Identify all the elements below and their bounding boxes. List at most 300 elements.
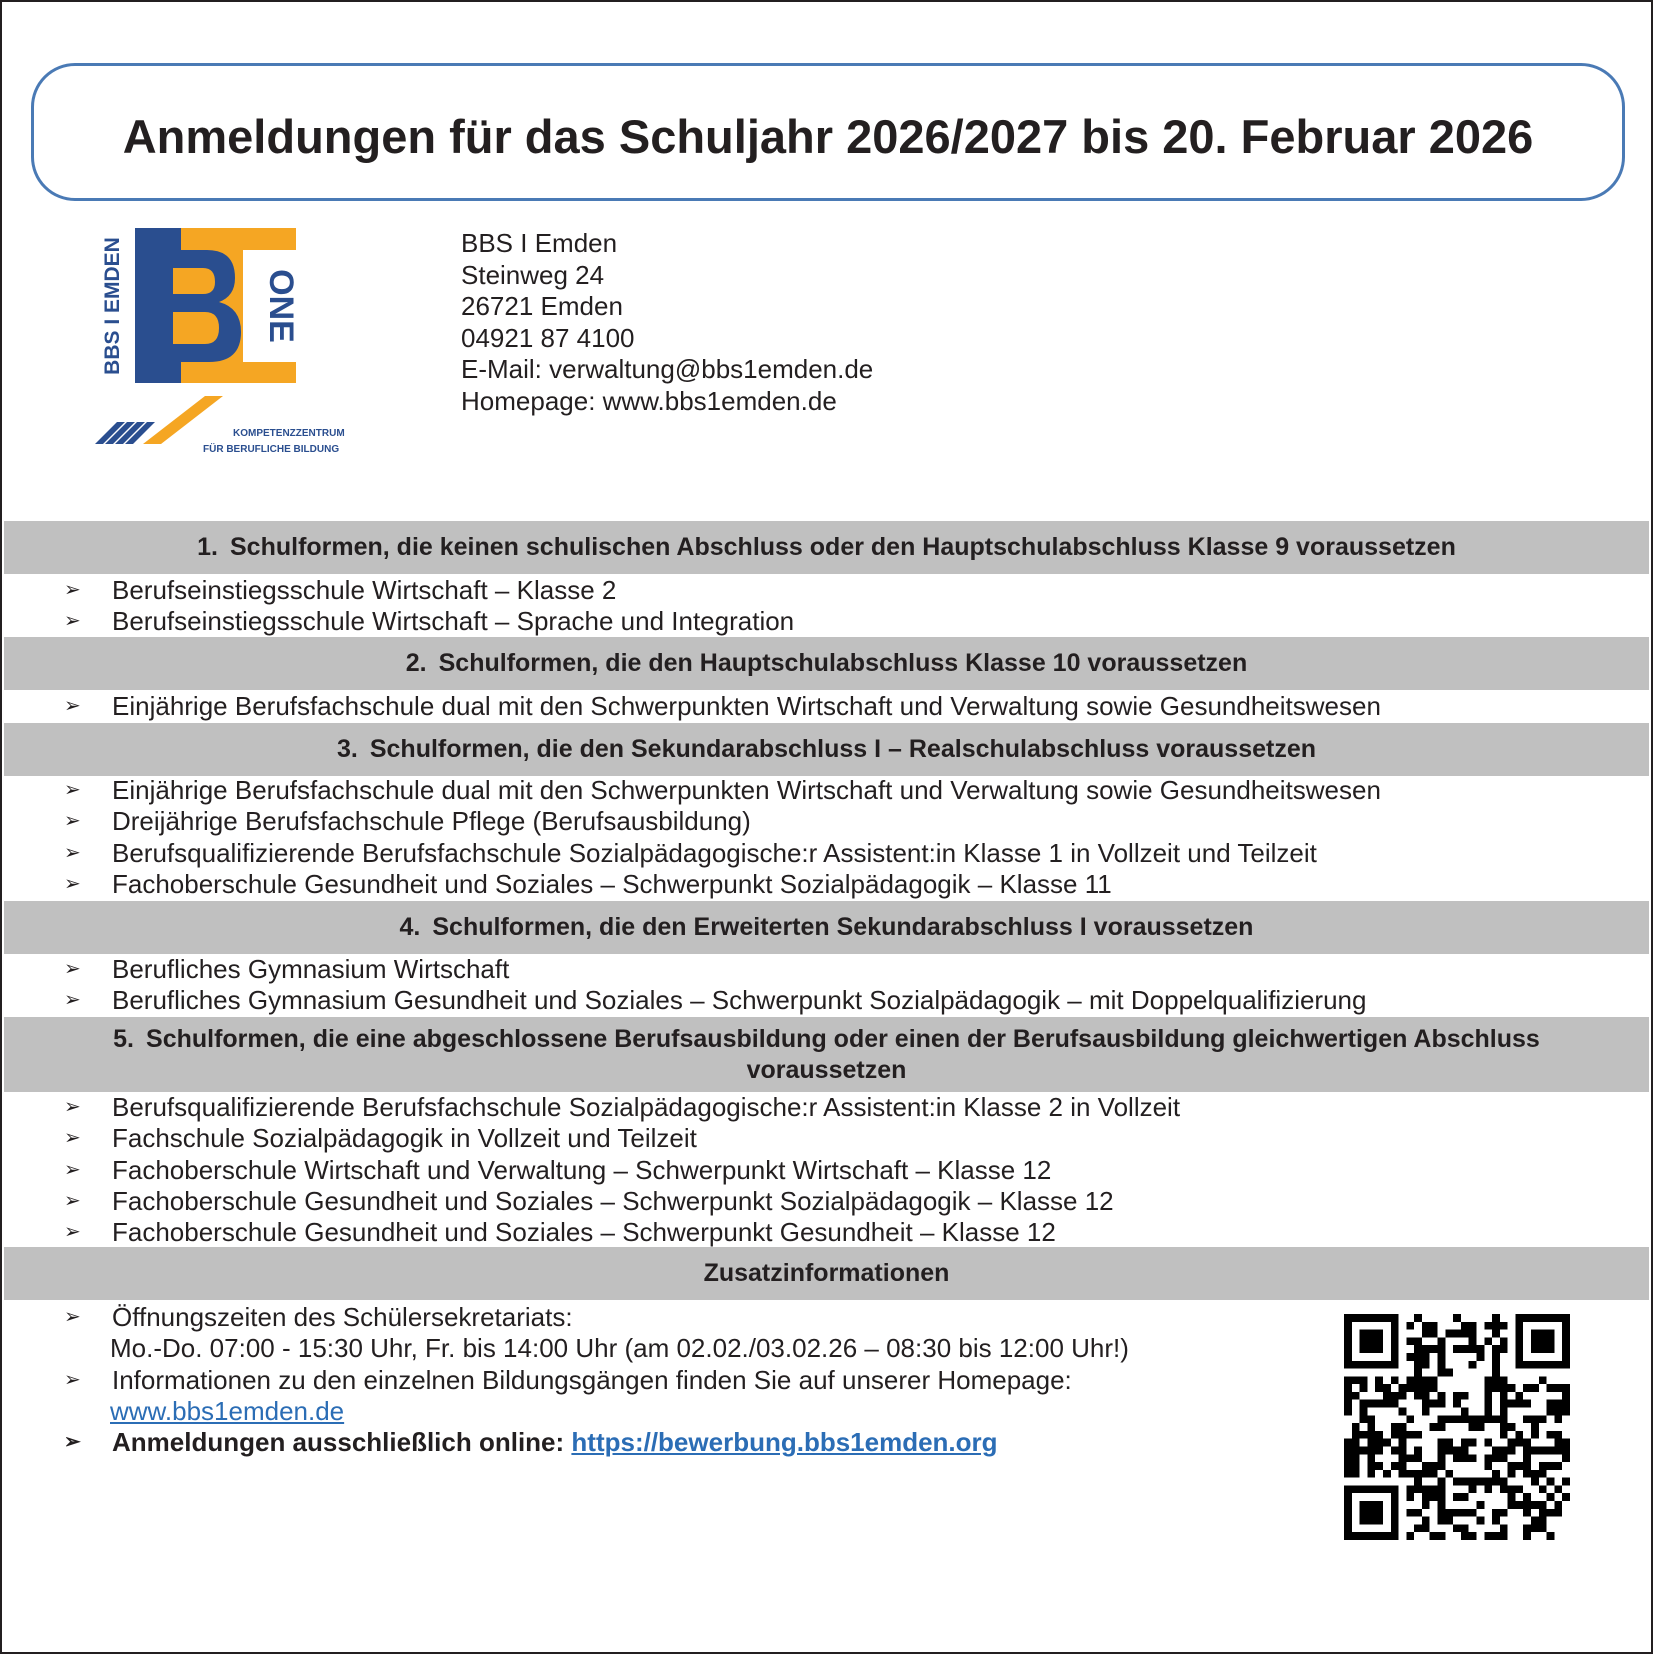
- qr-module: [1469, 1337, 1477, 1345]
- qr-module: [1476, 1415, 1484, 1423]
- qr-module: [1430, 1400, 1438, 1408]
- qr-module: [1523, 1314, 1531, 1322]
- qr-module: [1367, 1462, 1375, 1470]
- qr-module: [1562, 1454, 1570, 1462]
- qr-module: [1469, 1361, 1477, 1369]
- qr-module: [1492, 1532, 1500, 1540]
- qr-module: [1445, 1517, 1453, 1525]
- arrow-bullet-icon: ➢: [64, 958, 81, 980]
- list-item: ➢ Einjährige Berufsfachschule dual mit den Schwerpunkten Wirtschaft und Verwaltung sowie Gesundheitswesen: [64, 775, 1381, 805]
- qr-module: [1492, 1345, 1500, 1353]
- qr-module: [1383, 1439, 1391, 1447]
- qr-module: [1422, 1376, 1430, 1384]
- qr-module: [1461, 1524, 1469, 1532]
- qr-module: [1484, 1415, 1492, 1423]
- qr-module: [1367, 1361, 1375, 1369]
- qr-module: [1547, 1337, 1555, 1345]
- list-item: ➢ Berufseinstiegsschule Wirtschaft – Sprache und Integration: [64, 606, 795, 637]
- qr-module: [1391, 1345, 1399, 1353]
- qr-module: [1360, 1509, 1368, 1517]
- qr-module: [1492, 1478, 1500, 1486]
- qr-module: [1360, 1345, 1368, 1353]
- qr-module: [1554, 1314, 1562, 1322]
- qr-code-icon[interactable]: [1344, 1314, 1570, 1540]
- qr-module: [1562, 1392, 1570, 1400]
- qr-module: [1422, 1501, 1430, 1509]
- qr-module: [1414, 1337, 1422, 1345]
- qr-module: [1438, 1369, 1446, 1377]
- qr-module: [1469, 1532, 1477, 1540]
- list-item: ➢ Berufliches Gymnasium Gesundheit und Soziales – Schwerpunkt Sozialpädagogik – mit Doppelqualifizierung: [64, 985, 1367, 1016]
- qr-module: [1391, 1353, 1399, 1361]
- qr-module: [1344, 1446, 1352, 1454]
- qr-module: [1422, 1322, 1430, 1330]
- qr-module: [1438, 1423, 1446, 1431]
- qr-module: [1515, 1392, 1523, 1400]
- qr-module: [1375, 1361, 1383, 1369]
- qr-module: [1406, 1431, 1414, 1439]
- qr-module: [1422, 1400, 1430, 1408]
- qr-module: [1515, 1337, 1523, 1345]
- qr-module: [1375, 1400, 1383, 1408]
- qr-module: [1461, 1493, 1469, 1501]
- qr-module: [1531, 1478, 1539, 1486]
- qr-module: [1360, 1431, 1368, 1439]
- qr-module: [1414, 1524, 1422, 1532]
- qr-module: [1367, 1423, 1375, 1431]
- qr-module: [1391, 1509, 1399, 1517]
- qr-module: [1430, 1376, 1438, 1384]
- qr-module: [1515, 1330, 1523, 1338]
- qr-module: [1438, 1337, 1446, 1345]
- list-item: ➢ Berufsqualifizierende Berufsfachschule Sozialpädagogische:r Assistent:in Klasse 2 in Vollzeit: [64, 1092, 1181, 1122]
- qr-module: [1492, 1517, 1500, 1525]
- qr-module: [1523, 1446, 1531, 1454]
- qr-module: [1484, 1376, 1492, 1384]
- section-2-list: [0, 691, 1600, 722]
- qr-module: [1476, 1478, 1484, 1486]
- qr-module: [1391, 1322, 1399, 1330]
- qr-module: [1453, 1524, 1461, 1532]
- qr-module: [1547, 1408, 1555, 1416]
- qr-module: [1383, 1361, 1391, 1369]
- qr-module: [1476, 1423, 1484, 1431]
- qr-module: [1554, 1509, 1562, 1517]
- qr-module: [1360, 1314, 1368, 1322]
- qr-module: [1469, 1345, 1477, 1353]
- section-1-heading: 1. Schulformen, die keinen schulischen Abschluss oder den Hauptschulabschluss Klasse 9 voraussetzen: [4, 521, 1649, 574]
- qr-module: [1344, 1376, 1352, 1384]
- list-item-online: ➢ Anmeldungen ausschließlich online: https://bewerbung.bbs1emden.org: [64, 1427, 998, 1458]
- qr-module: [1562, 1439, 1570, 1447]
- qr-module: [1406, 1532, 1414, 1540]
- list-item: ➢ Dreijährige Berufsfachschule Pflege (Berufsausbildung): [64, 806, 751, 837]
- qr-module: [1461, 1454, 1469, 1462]
- qr-module: [1539, 1415, 1547, 1423]
- qr-module: [1414, 1392, 1422, 1400]
- section-2-heading: 2. Schulformen, die den Hauptschulabschluss Klasse 10 voraussetzen: [4, 637, 1649, 690]
- qr-module: [1344, 1314, 1352, 1322]
- section-5-heading: 5. Schulformen, die eine abgeschlossene Berufsausbildung oder einen der Berufsausbildung gleichwertigen Abschluss voraussetzen: [4, 1017, 1649, 1092]
- qr-module: [1523, 1470, 1531, 1478]
- qr-module: [1344, 1470, 1352, 1478]
- arrow-bullet-icon: ➢: [64, 841, 81, 864]
- qr-module: [1500, 1322, 1508, 1330]
- qr-module: [1422, 1330, 1430, 1338]
- qr-module: [1539, 1485, 1547, 1493]
- qr-module: [1492, 1470, 1500, 1478]
- qr-module: [1445, 1446, 1453, 1454]
- qr-module: [1406, 1337, 1414, 1345]
- arrow-bullet-icon: ➢: [64, 695, 81, 717]
- qr-module: [1445, 1439, 1453, 1447]
- qr-module: [1438, 1509, 1446, 1517]
- qr-module: [1461, 1439, 1469, 1447]
- qr-module: [1562, 1446, 1570, 1454]
- qr-module: [1500, 1408, 1508, 1416]
- qr-module: [1562, 1408, 1570, 1416]
- online-registration-link[interactable]: https://bewerbung.bbs1emden.org: [571, 1427, 998, 1458]
- qr-module: [1539, 1314, 1547, 1322]
- arrow-bullet-icon: ➢: [64, 872, 81, 895]
- qr-module: [1375, 1384, 1383, 1392]
- qr-module: [1469, 1478, 1477, 1486]
- qr-module: [1438, 1345, 1446, 1353]
- qr-module: [1554, 1400, 1562, 1408]
- qr-module: [1375, 1509, 1383, 1517]
- qr-module: [1500, 1376, 1508, 1384]
- qr-module: [1391, 1330, 1399, 1338]
- qr-module: [1554, 1485, 1562, 1493]
- section-3-list: [0, 775, 1600, 900]
- qr-module: [1406, 1415, 1414, 1423]
- qr-module: [1539, 1501, 1547, 1509]
- qr-module: [1523, 1532, 1531, 1540]
- section-3-heading: 3. Schulformen, die den Sekundarabschluss I – Realschulabschluss voraussetzen: [4, 723, 1649, 776]
- qr-module: [1391, 1517, 1399, 1525]
- qr-module: [1445, 1415, 1453, 1423]
- qr-module: [1414, 1485, 1422, 1493]
- qr-module: [1399, 1439, 1407, 1447]
- qr-module: [1508, 1423, 1516, 1431]
- qr-module: [1391, 1501, 1399, 1509]
- qr-module: [1375, 1431, 1383, 1439]
- qr-module: [1500, 1423, 1508, 1431]
- qr-module: [1461, 1345, 1469, 1353]
- qr-module: [1562, 1345, 1570, 1353]
- qr-module: [1492, 1384, 1500, 1392]
- qr-module: [1344, 1532, 1352, 1540]
- section-4-heading: 4. Schulformen, die den Erweiterten Sekundarabschluss I voraussetzen: [4, 901, 1649, 954]
- qr-module: [1367, 1532, 1375, 1540]
- qr-module: [1375, 1337, 1383, 1345]
- qr-module: [1422, 1353, 1430, 1361]
- qr-module: [1414, 1353, 1422, 1361]
- qr-module: [1375, 1462, 1383, 1470]
- qr-module: [1383, 1470, 1391, 1478]
- qr-module: [1508, 1439, 1516, 1447]
- qr-module: [1484, 1485, 1492, 1493]
- qr-module: [1375, 1376, 1383, 1384]
- qr-module: [1399, 1446, 1407, 1454]
- qr-module: [1375, 1446, 1383, 1454]
- qr-module: [1539, 1361, 1547, 1369]
- qr-module: [1531, 1470, 1539, 1478]
- qr-module: [1500, 1485, 1508, 1493]
- qr-module: [1453, 1400, 1461, 1408]
- qr-module: [1430, 1493, 1438, 1501]
- qr-module: [1445, 1470, 1453, 1478]
- qr-module: [1508, 1470, 1516, 1478]
- qr-module: [1492, 1509, 1500, 1517]
- qr-module: [1375, 1517, 1383, 1525]
- qr-module: [1438, 1485, 1446, 1493]
- qr-module: [1547, 1314, 1555, 1322]
- qr-module: [1554, 1462, 1562, 1470]
- qr-module: [1547, 1446, 1555, 1454]
- qr-module: [1360, 1376, 1368, 1384]
- qr-module: [1515, 1322, 1523, 1330]
- qr-module: [1391, 1400, 1399, 1408]
- qr-module: [1484, 1532, 1492, 1540]
- qr-module: [1500, 1392, 1508, 1400]
- qr-module: [1352, 1532, 1360, 1540]
- qr-module: [1531, 1345, 1539, 1353]
- qr-module: [1367, 1485, 1375, 1493]
- qr-module: [1438, 1517, 1446, 1525]
- qr-module: [1391, 1446, 1399, 1454]
- qr-module: [1500, 1509, 1508, 1517]
- qr-module: [1383, 1532, 1391, 1540]
- qr-module: [1554, 1439, 1562, 1447]
- qr-module: [1500, 1454, 1508, 1462]
- qr-module: [1422, 1392, 1430, 1400]
- homepage-link[interactable]: www.bbs1emden.de: [110, 1395, 345, 1426]
- qr-module: [1508, 1493, 1516, 1501]
- qr-module: [1469, 1330, 1477, 1338]
- qr-module: [1531, 1423, 1539, 1431]
- qr-module: [1461, 1322, 1469, 1330]
- qr-module: [1422, 1470, 1430, 1478]
- qr-module: [1344, 1322, 1352, 1330]
- qr-module: [1523, 1501, 1531, 1509]
- qr-module: [1383, 1314, 1391, 1322]
- qr-module: [1391, 1376, 1399, 1384]
- qr-module: [1399, 1408, 1407, 1416]
- qr-module: [1352, 1485, 1360, 1493]
- qr-module: [1523, 1493, 1531, 1501]
- qr-module: [1453, 1509, 1461, 1517]
- qr-module: [1406, 1509, 1414, 1517]
- qr-module: [1500, 1415, 1508, 1423]
- list-item: ➢ Fachoberschule Wirtschaft und Verwaltung – Schwerpunkt Wirtschaft – Klasse 12: [64, 1154, 1052, 1185]
- school-logo: [95, 228, 345, 463]
- qr-module: [1445, 1330, 1453, 1338]
- qr-module: [1430, 1423, 1438, 1431]
- street: Steinweg 24: [461, 259, 605, 290]
- qr-module: [1414, 1376, 1422, 1384]
- qr-module: [1500, 1337, 1508, 1345]
- qr-module: [1547, 1431, 1555, 1439]
- qr-module: [1539, 1524, 1547, 1532]
- qr-module: [1430, 1345, 1438, 1353]
- qr-module: [1523, 1415, 1531, 1423]
- qr-module: [1391, 1431, 1399, 1439]
- qr-module: [1531, 1337, 1539, 1345]
- qr-module: [1344, 1353, 1352, 1361]
- qr-module: [1515, 1501, 1523, 1509]
- arrow-bullet-icon: ➢: [64, 1306, 81, 1328]
- qr-module: [1367, 1314, 1375, 1322]
- qr-module: [1406, 1454, 1414, 1462]
- qr-module: [1367, 1431, 1375, 1439]
- qr-module: [1422, 1517, 1430, 1525]
- qr-module: [1547, 1400, 1555, 1408]
- qr-module: [1562, 1493, 1570, 1501]
- qr-module: [1554, 1415, 1562, 1423]
- list-item: ➢ Berufliches Gymnasium Wirtschaft: [64, 954, 510, 984]
- qr-module: [1438, 1361, 1446, 1369]
- qr-module: [1461, 1330, 1469, 1338]
- qr-module: [1539, 1509, 1547, 1517]
- logo-tagline-2: FÜR BERUFLICHE BILDUNG: [203, 444, 340, 455]
- section-5-list: [0, 1092, 1600, 1248]
- qr-module: [1539, 1337, 1547, 1345]
- list-item: ➢ Berufsqualifizierende Berufsfachschule Sozialpädagogische:r Assistent:in Klasse 1 in Vollzeit und Teilzeit: [64, 837, 1317, 868]
- qr-module: [1515, 1361, 1523, 1369]
- qr-module: [1523, 1361, 1531, 1369]
- qr-module: [1352, 1361, 1360, 1369]
- qr-module: [1352, 1446, 1360, 1454]
- qr-module: [1531, 1330, 1539, 1338]
- arrow-bullet-icon: ➢: [64, 610, 81, 633]
- qr-module: [1492, 1330, 1500, 1338]
- school-name: BBS I Emden: [461, 228, 618, 258]
- qr-module: [1344, 1384, 1352, 1392]
- qr-module: [1414, 1384, 1422, 1392]
- qr-module: [1531, 1524, 1539, 1532]
- arrow-bullet-icon: ➢: [64, 1158, 81, 1181]
- qr-module: [1476, 1501, 1484, 1509]
- qr-module: [1476, 1353, 1484, 1361]
- qr-module: [1492, 1454, 1500, 1462]
- qr-module: [1500, 1524, 1508, 1532]
- qr-module: [1383, 1485, 1391, 1493]
- qr-module: [1484, 1454, 1492, 1462]
- qr-module: [1500, 1478, 1508, 1486]
- qr-module: [1430, 1470, 1438, 1478]
- qr-module: [1484, 1439, 1492, 1447]
- arrow-bullet-icon: ➢: [64, 1096, 81, 1118]
- list-item: ➢ Einjährige Berufsfachschule dual mit den Schwerpunkten Wirtschaft und Verwaltung sowie Gesundheitswesen: [64, 691, 1381, 721]
- office-hours-text: Mo.-Do. 07:00 - 15:30 Uhr, Fr. bis 14:00 Uhr (am 02.02./03.02.26 – 08:30 bis 12:00 Uhr!): [110, 1333, 1129, 1364]
- qr-module: [1344, 1439, 1352, 1447]
- qr-module: [1547, 1361, 1555, 1369]
- qr-module: [1500, 1431, 1508, 1439]
- list-item: ➢ Berufseinstiegsschule Wirtschaft – Klasse 2: [64, 575, 617, 605]
- qr-module: [1375, 1439, 1383, 1447]
- qr-module: [1430, 1462, 1438, 1470]
- arrow-bullet-icon: ➢: [64, 989, 81, 1012]
- qr-module: [1562, 1478, 1570, 1486]
- qr-module: [1367, 1345, 1375, 1353]
- email: E-Mail: verwaltung@bbs1emden.de: [461, 354, 874, 384]
- qr-module: [1461, 1478, 1469, 1486]
- qr-module: [1391, 1524, 1399, 1532]
- list-item: ➢ Fachoberschule Gesundheit und Soziales – Schwerpunkt Sozialpädagogik – Klasse 12: [64, 1185, 1114, 1216]
- qr-module: [1360, 1532, 1368, 1540]
- qr-module: [1500, 1532, 1508, 1540]
- qr-module: [1414, 1454, 1422, 1462]
- qr-module: [1344, 1454, 1352, 1462]
- qr-module: [1344, 1509, 1352, 1517]
- qr-module: [1554, 1384, 1562, 1392]
- qr-module: [1469, 1509, 1477, 1517]
- qr-module: [1508, 1400, 1516, 1408]
- qr-module: [1453, 1345, 1461, 1353]
- qr-module: [1539, 1376, 1547, 1384]
- qr-module: [1422, 1462, 1430, 1470]
- qr-module: [1539, 1462, 1547, 1470]
- qr-module: [1360, 1330, 1368, 1338]
- qr-module: [1375, 1345, 1383, 1353]
- qr-module: [1445, 1369, 1453, 1377]
- qr-module: [1414, 1369, 1422, 1377]
- qr-module: [1352, 1392, 1360, 1400]
- qr-module: [1430, 1485, 1438, 1493]
- qr-module: [1367, 1454, 1375, 1462]
- qr-module: [1531, 1361, 1539, 1369]
- page-title: Anmeldungen für das Schuljahr 2026/2027 bis 20. Februar 2026: [122, 109, 1534, 163]
- qr-module: [1531, 1517, 1539, 1525]
- qr-module: [1344, 1524, 1352, 1532]
- qr-module: [1344, 1408, 1352, 1416]
- qr-module: [1414, 1470, 1422, 1478]
- qr-module: [1438, 1353, 1446, 1361]
- qr-module: [1515, 1353, 1523, 1361]
- qr-module: [1492, 1415, 1500, 1423]
- qr-module: [1406, 1384, 1414, 1392]
- qr-module: [1547, 1493, 1555, 1501]
- qr-module: [1500, 1446, 1508, 1454]
- qr-module: [1508, 1446, 1516, 1454]
- qr-module: [1531, 1384, 1539, 1392]
- qr-module: [1492, 1446, 1500, 1454]
- qr-module: [1453, 1478, 1461, 1486]
- qr-module: [1367, 1415, 1375, 1423]
- qr-module: [1554, 1501, 1562, 1509]
- qr-module: [1391, 1314, 1399, 1322]
- qr-module: [1367, 1517, 1375, 1525]
- qr-module: [1399, 1431, 1407, 1439]
- qr-module: [1352, 1376, 1360, 1384]
- qr-module: [1375, 1532, 1383, 1540]
- qr-module: [1406, 1470, 1414, 1478]
- qr-module: [1352, 1470, 1360, 1478]
- qr-module: [1344, 1517, 1352, 1525]
- qr-module: [1539, 1330, 1547, 1338]
- qr-module: [1515, 1485, 1523, 1493]
- qr-module: [1461, 1408, 1469, 1416]
- qr-module: [1453, 1314, 1461, 1322]
- qr-module: [1422, 1524, 1430, 1532]
- arrow-bullet-icon: ➢: [64, 779, 81, 801]
- qr-module: [1539, 1446, 1547, 1454]
- qr-module: [1344, 1330, 1352, 1338]
- qr-module: [1422, 1485, 1430, 1493]
- qr-module: [1492, 1353, 1500, 1361]
- qr-module: [1484, 1408, 1492, 1416]
